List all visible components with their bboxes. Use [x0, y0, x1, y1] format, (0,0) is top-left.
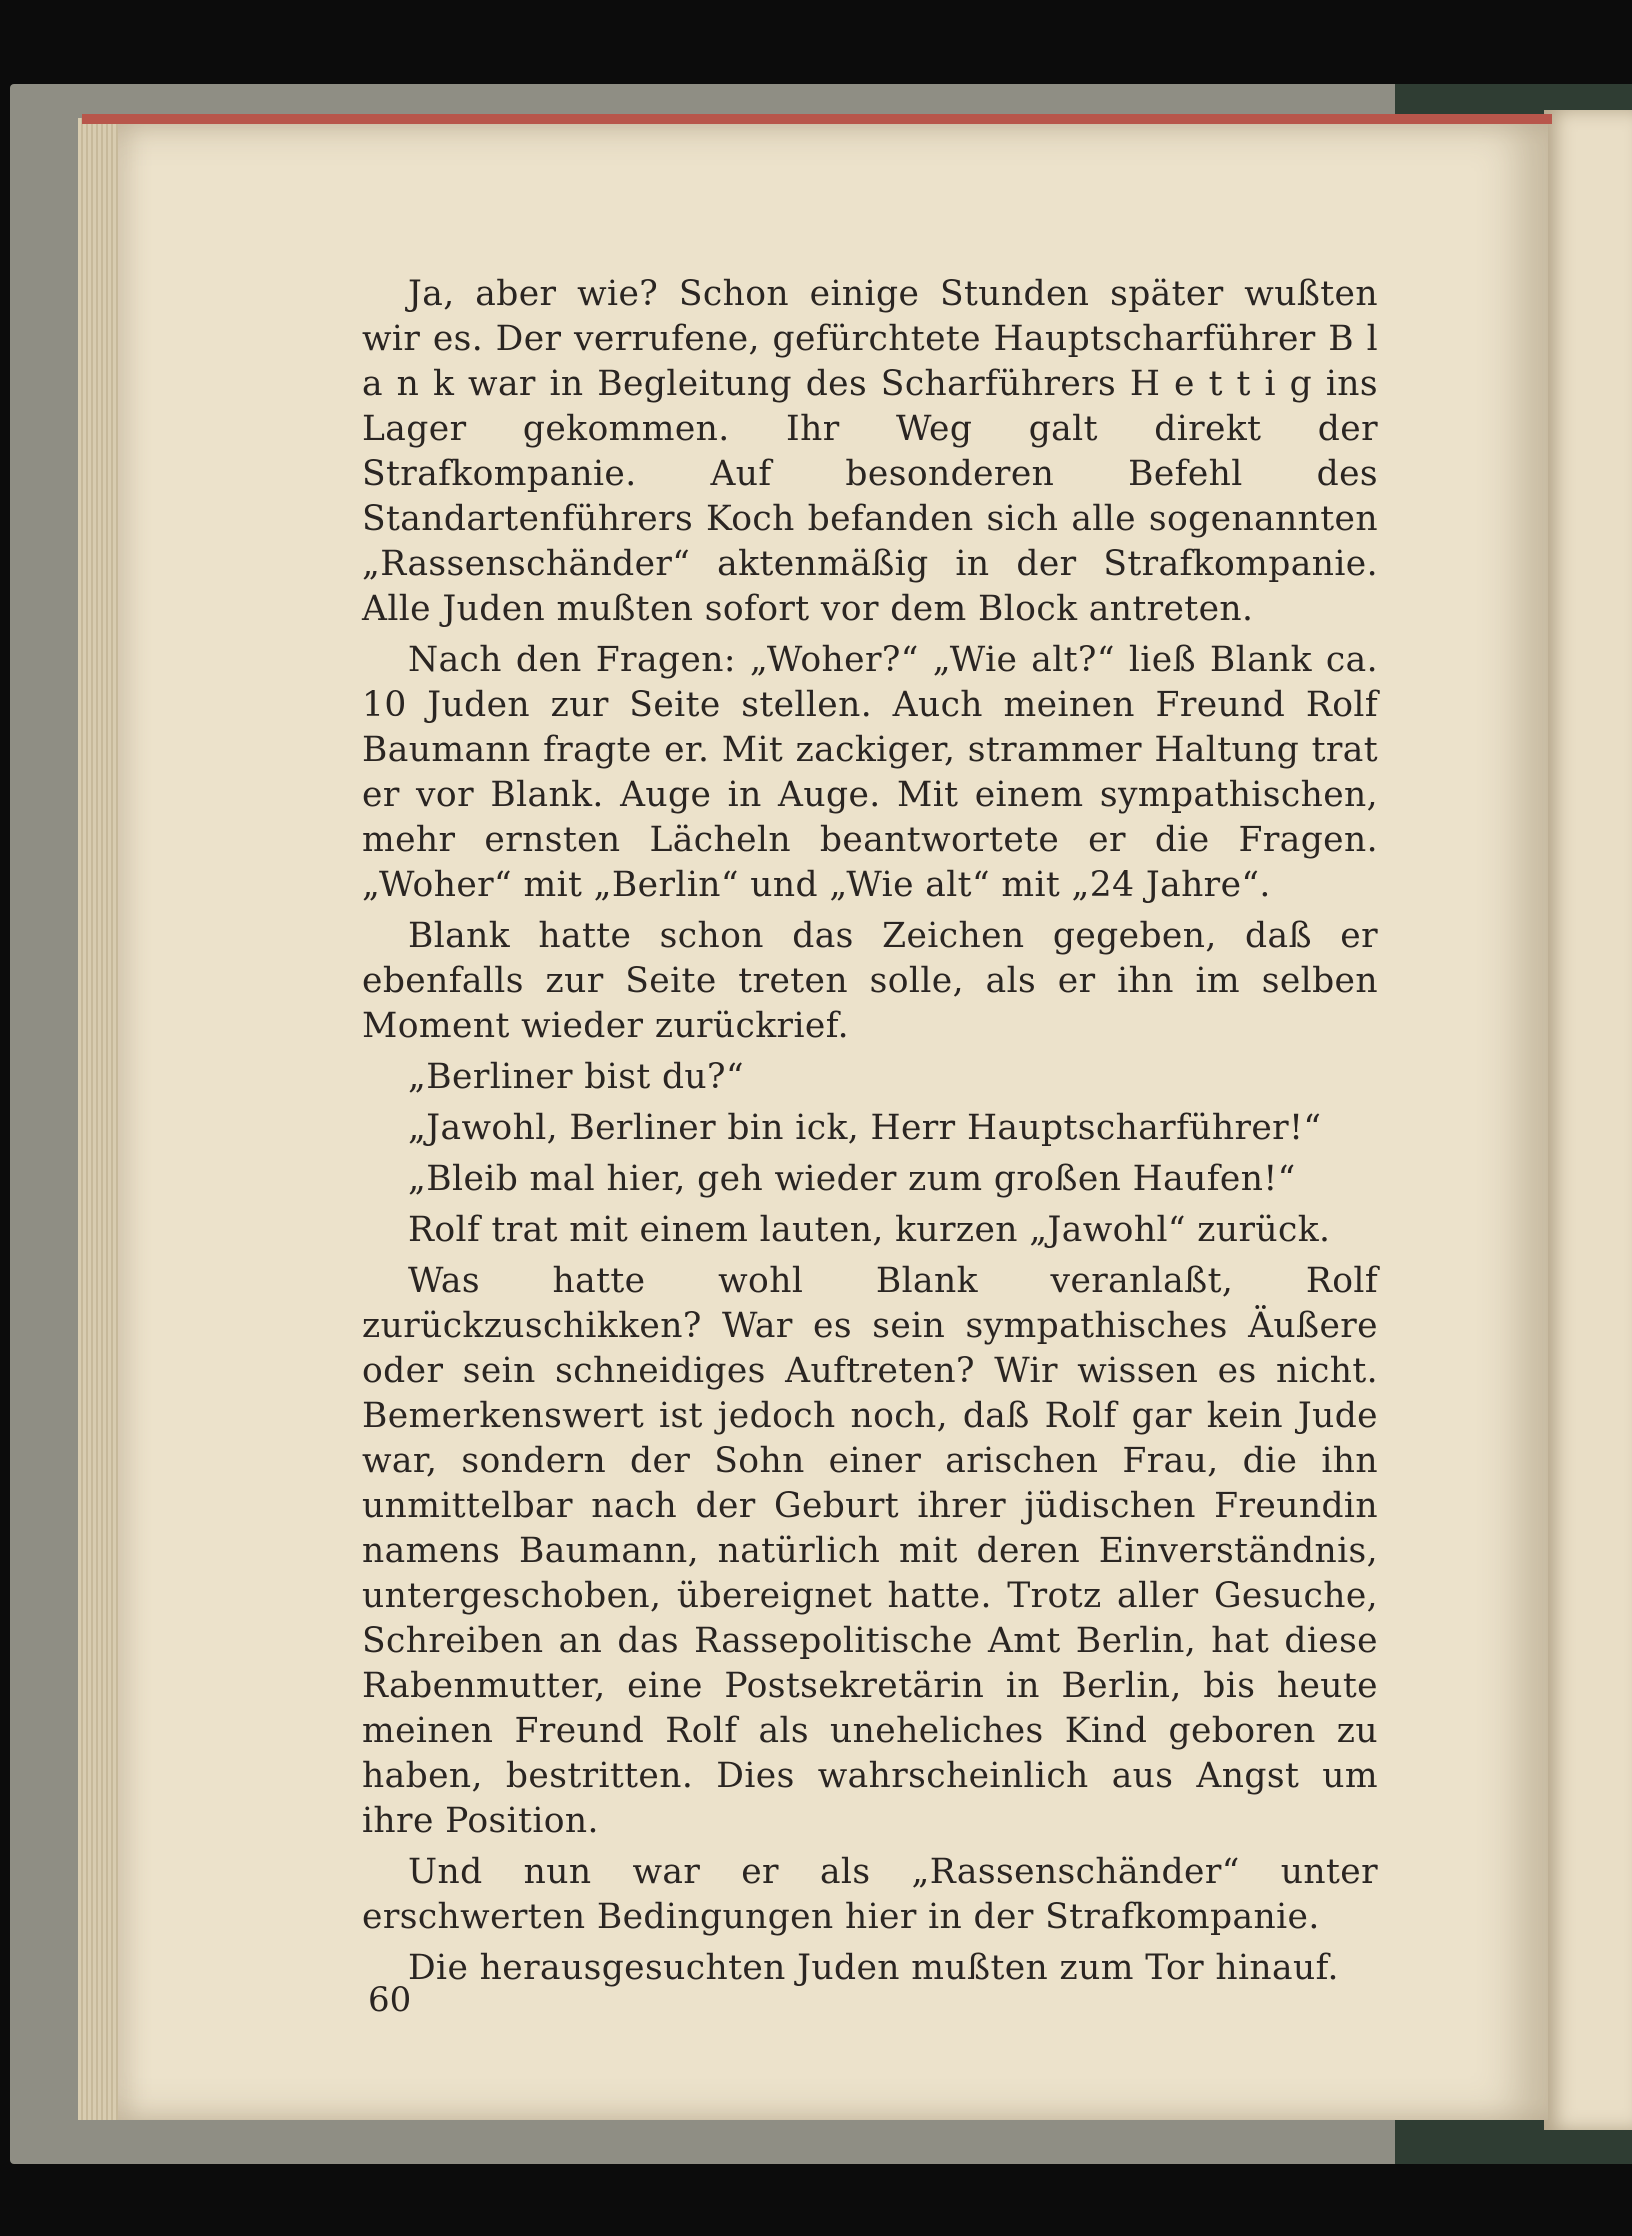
paragraph: Ja, aber wie? Schon einige Stunden später wußten wir es. Der verrufene, gefürchtete Hauptscharführer B l a n k war in Begleitung des Scharführers H e t t i g ins Lager gekommen. Ihr Weg galt direkt der Strafkompanie. Auf besonderen Befehl des Standartenführers Koch befanden sich alle sogenannten „Rassenschänder“ aktenmäßig in der Strafkompanie. Alle Juden mußten sofort vor dem Block antreten.	[362, 274, 1378, 629]
paragraph: „Jawohl, Berliner bin ick, Herr Hauptscharführer!“	[408, 1108, 1322, 1148]
facing-page-edge	[1544, 110, 1632, 2130]
paragraph: „Berliner bist du?“	[408, 1057, 744, 1097]
paragraph: „Bleib mal hier, geh wieder zum großen Haufen!“	[408, 1159, 1296, 1199]
page-number: 60	[368, 1980, 412, 2020]
paragraph: Rolf trat mit einem lauten, kurzen „Jawohl“ zurück.	[408, 1210, 1331, 1250]
paragraph: Und nun war er als „Rassenschänder“ unter erschwerten Bedingungen hier in der Strafkompanie.	[362, 1852, 1378, 1937]
paragraph: Was hatte wohl Blank veranlaßt, Rolf zurückzuschikken? War es sein sympathisches Äußere oder sein schneidiges Auftreten? Wir wissen es nicht. Bemerkenswert ist jedoch noch, daß Rolf gar kein Jude war, sondern der Sohn einer arischen Frau, die ihn unmittelbar nach der Geburt ihrer jüdischen Freundin namens Baumann, natürlich mit deren Einverständnis, untergeschoben, übereignet hatte. Trotz aller Gesuche, Schreiben an das Rassepolitische Amt Berlin, hat diese Rabenmutter, eine Postsekretärin in Berlin, bis heute meinen Freund Rolf als uneheliches Kind geboren zu haben, bestritten. Dies wahrscheinlich aus Angst um ihre Position.	[362, 1261, 1378, 1841]
paragraph: Nach den Fragen: „Woher?“ „Wie alt?“ ließ Blank ca. 10 Juden zur Seite stellen. Auch meinen Freund Rolf Baumann fragte er. Mit zackiger, strammer Haltung trat er vor Blank. Auge in Auge. Mit einem sympathischen, mehr ernsten Lächeln beantwortete er die Fragen. „Woher“ mit „Berlin“ und „Wie alt“ mit „24 Jahre“.	[362, 640, 1378, 905]
paragraph: Die herausgesuchten Juden mußten zum Tor hinauf.	[408, 1948, 1339, 1988]
paragraph: Blank hatte schon das Zeichen gegeben, daß er ebenfalls zur Seite treten solle, als er ihn im selben Moment wieder zurückrief.	[362, 916, 1378, 1046]
red-page-edge	[82, 114, 1552, 124]
body-text	[362, 272, 1378, 1991]
